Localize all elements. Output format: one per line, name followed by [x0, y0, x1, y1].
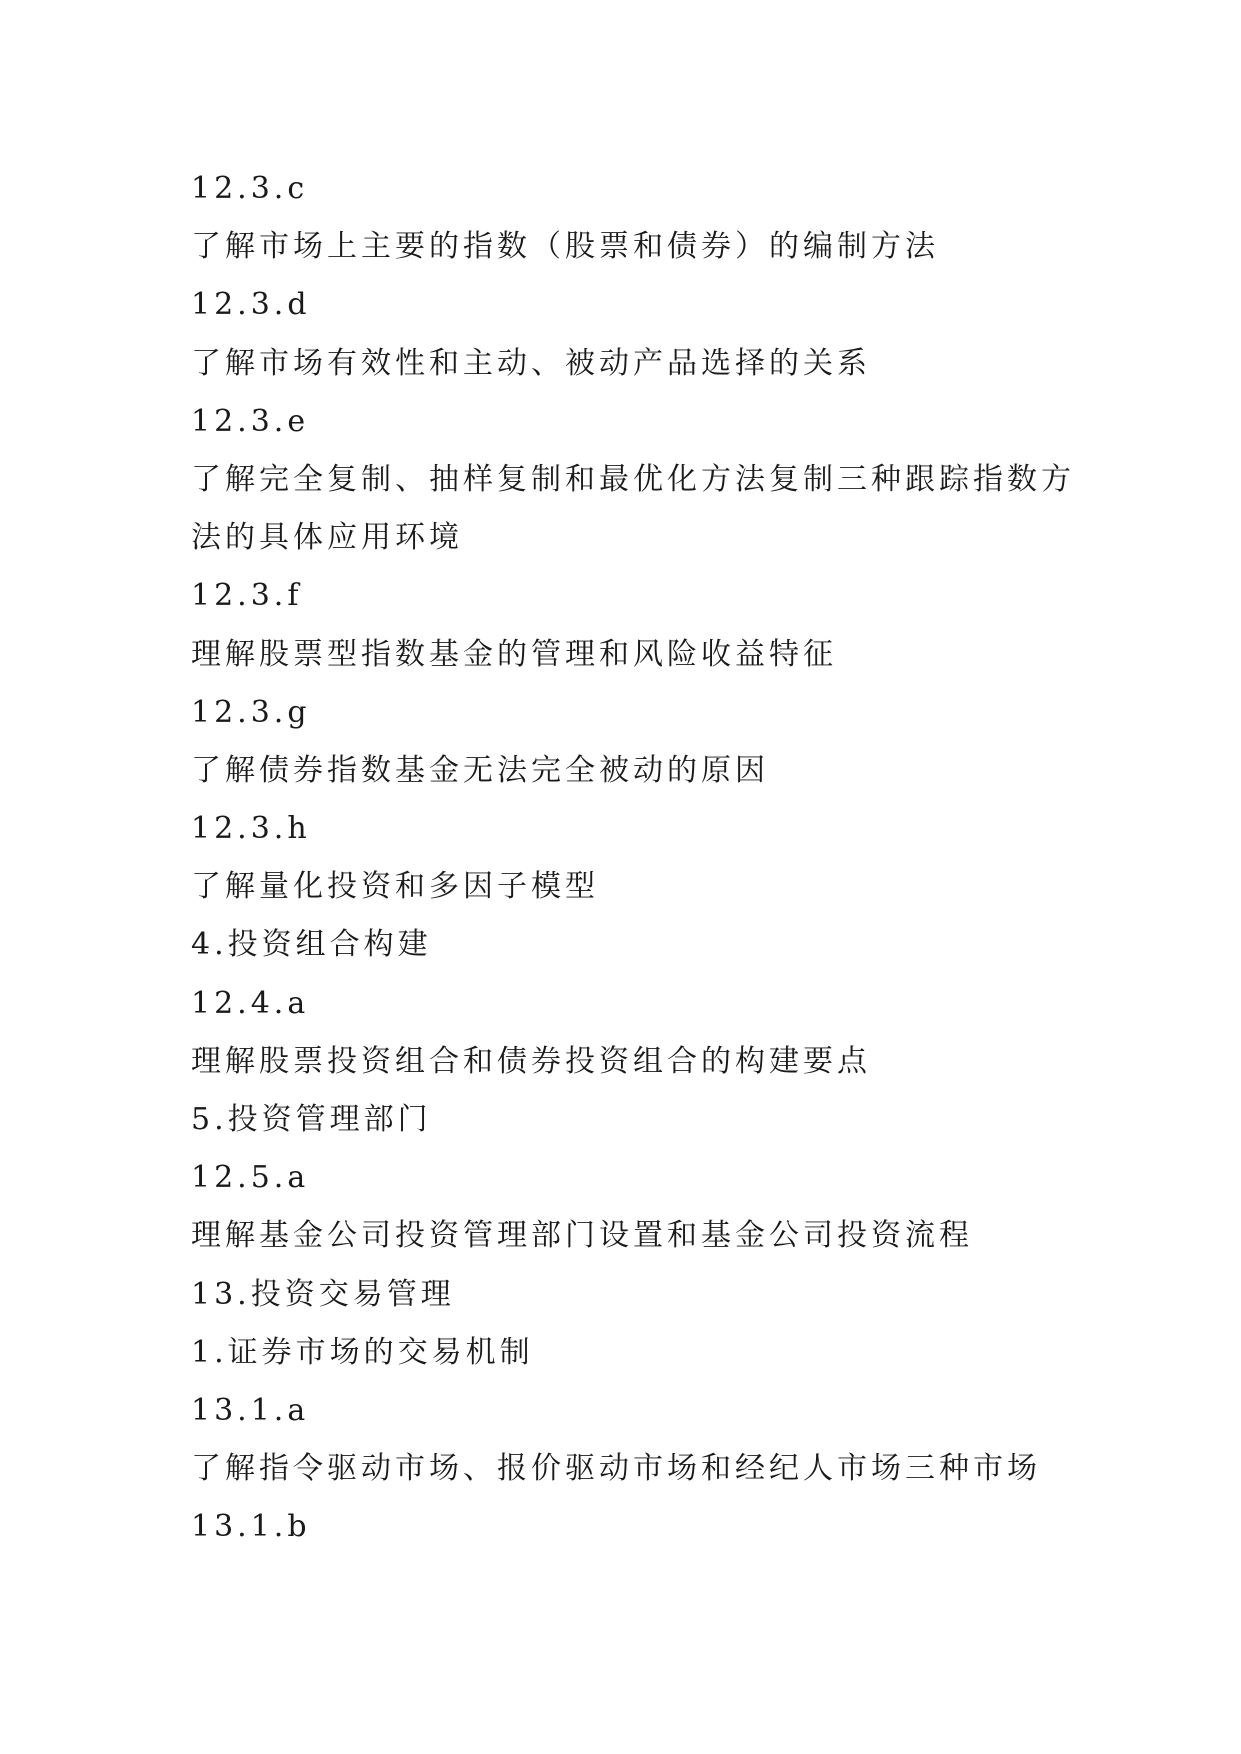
subsection-heading: 5.投资管理部门	[191, 1102, 432, 1137]
subsection-heading: 1.证券市场的交易机制	[191, 1334, 534, 1370]
chapter-heading: 13.投资交易管理	[191, 1276, 455, 1312]
section-code: 12.5.a	[191, 1160, 310, 1196]
section-code: 12.3.c	[191, 171, 309, 206]
objective-text: 了解市场上主要的指数（股票和债券）的编制方法	[191, 229, 939, 265]
objective-text: 了解指令驱动市场、报价驱动市场和经纪人市场三种市场	[191, 1451, 1041, 1487]
section-code: 13.1.a	[191, 1392, 310, 1428]
objective-text: 了解市场有效性和主动、被动产品选择的关系	[191, 345, 871, 381]
section-code: 12.4.a	[191, 985, 310, 1021]
objective-text: 了解量化投资和多因子模型	[191, 869, 599, 905]
section-code: 12.3.e	[191, 403, 310, 439]
objective-text: 了解完全复制、抽样复制和最优化方法复制三种跟踪指数方	[191, 461, 1075, 497]
section-code: 12.3.d	[191, 287, 311, 323]
section-code: 12.3.f	[191, 578, 303, 614]
section-code: 13.1.b	[191, 1509, 311, 1545]
objective-text: 理解股票型指数基金的管理和风险收益特征	[191, 636, 837, 672]
objective-text: 理解基金公司投资管理部门设置和基金公司投资流程	[191, 1218, 973, 1254]
objective-text: 理解股票投资组合和债券投资组合的构建要点	[191, 1043, 871, 1079]
section-code: 12.3.h	[191, 811, 311, 847]
subsection-heading: 4.投资组合构建	[191, 927, 432, 963]
section-code: 12.3.g	[191, 694, 311, 730]
document-body	[191, 160, 1075, 1557]
objective-text: 了解债券指数基金无法完全被动的原因	[191, 752, 769, 788]
objective-text-continued: 法的具体应用环境	[191, 520, 463, 556]
